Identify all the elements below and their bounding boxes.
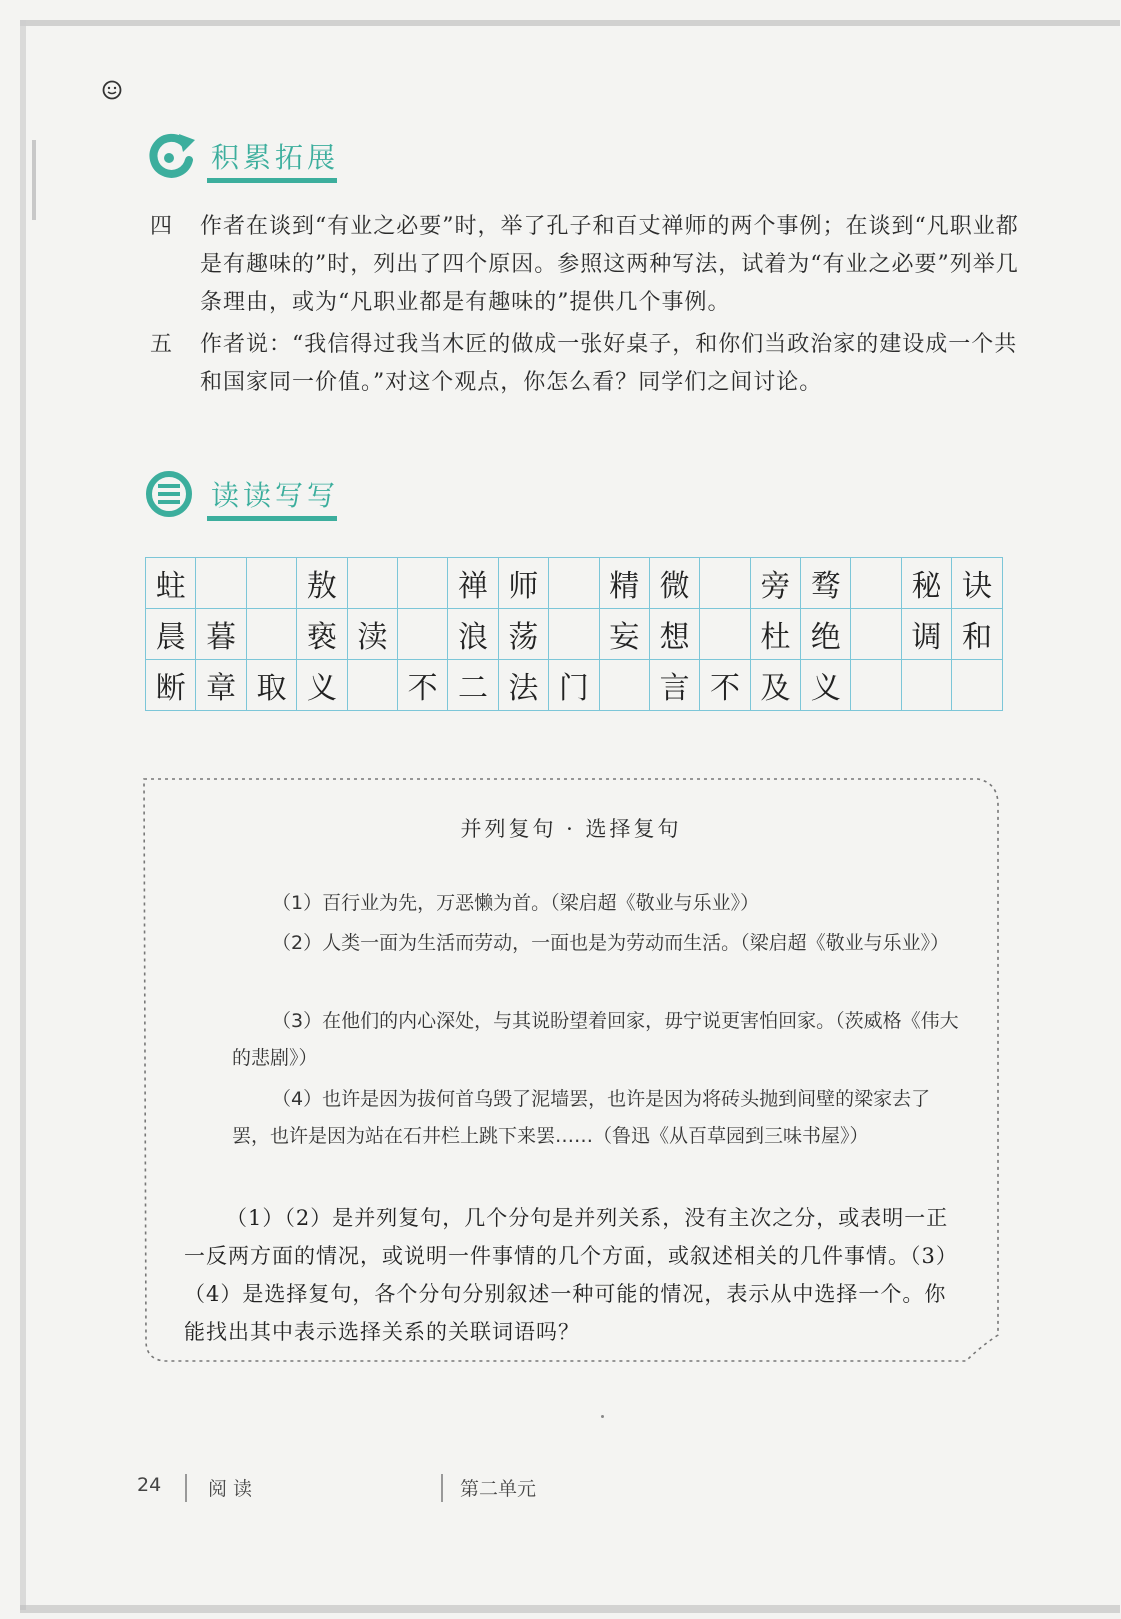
grid-cell: 法: [498, 660, 548, 711]
exercise-item: [150, 208, 1020, 328]
grid-cell: 诀: [952, 558, 1002, 609]
grid-cell: 骛: [801, 558, 851, 609]
stray-dot: [601, 1415, 604, 1418]
grid-cell: 章: [196, 660, 246, 711]
grid-cell: 义: [801, 660, 851, 711]
grammar-note-box: [140, 775, 1002, 1365]
page-edge-bottom: [20, 1605, 1120, 1613]
grid-row: [146, 609, 1003, 660]
title-underline: [207, 178, 337, 183]
grid-cell: [397, 609, 447, 660]
grid-cell: 亵: [297, 609, 347, 660]
grid-cell: 旁: [750, 558, 800, 609]
grid-row: [146, 558, 1003, 609]
grid-cell: [851, 609, 901, 660]
grid-cell: 门: [549, 660, 599, 711]
grid-cell: 取: [246, 660, 296, 711]
grid-cell: 微: [649, 558, 699, 609]
footer-unit: 第二单元: [460, 1478, 537, 1500]
example-sentence: （2）人类一面为生活而劳动，一面也是为劳动而生活。（梁启超《敬业与乐业》）: [272, 932, 950, 954]
title-underline: [207, 516, 337, 521]
grid-cell: 绝: [801, 609, 851, 660]
footer-divider: [185, 1474, 187, 1502]
grid-cell: 晨: [146, 609, 196, 660]
box-title: 并列复句 · 选择复句: [460, 817, 682, 841]
exercise-text: 作者说：“我信得过我当木匠的做成一张好桌子，和你们当政治家的建设成一个共和国家同一价值。”对这个观点，你怎么看？同学们之间讨论。: [200, 332, 1018, 395]
grid-cell: [700, 558, 750, 609]
footer-divider: [441, 1474, 443, 1502]
grid-cell: 想: [649, 609, 699, 660]
page-edge-mark: [32, 140, 36, 220]
grid-cell: [246, 609, 296, 660]
exercise-item: [150, 326, 1020, 406]
grid-cell: 二: [448, 660, 498, 711]
grid-cell: [599, 660, 649, 711]
grid-cell: 断: [146, 660, 196, 711]
grid-cell: 杜: [750, 609, 800, 660]
page-number: 24: [137, 1474, 162, 1496]
section-title: 积累拓展: [211, 141, 340, 174]
grid-cell: 师: [498, 558, 548, 609]
vocabulary-grid: [145, 557, 1003, 711]
grid-cell: 精: [599, 558, 649, 609]
refresh-arrow-icon: [145, 130, 197, 182]
grid-cell: 调: [901, 609, 951, 660]
grid-cell: 不: [700, 660, 750, 711]
example-sentence: （1）百行业为先，万恶懒为首。（梁启超《敬业与乐业》）: [272, 892, 760, 914]
footer-section: 阅 读: [208, 1478, 253, 1500]
grid-cell: 妄: [599, 609, 649, 660]
grid-cell: 义: [297, 660, 347, 711]
page-edge-left: [20, 20, 26, 1610]
page-edge-top: [20, 20, 1120, 26]
grid-cell: [347, 660, 397, 711]
grid-cell: 敖: [297, 558, 347, 609]
grammar-explanation: （1）（2）是并列复句，几个分句是并列关系，没有主次之分，或表明一正一反两方面的情况，或说明一件事情的几个方面，或叙述相关的几件事情。（3）（4）是选择复句，各个分句分别叙述一种可能的情况，表示从中选择一个。你能找出其中表示选择关系的关联词语吗？: [184, 1206, 958, 1344]
grid-cell: [952, 660, 1002, 711]
grid-cell: 渎: [347, 609, 397, 660]
grid-cell: 及: [750, 660, 800, 711]
grid-cell: [196, 558, 246, 609]
grid-cell: 言: [649, 660, 699, 711]
grid-cell: 和: [952, 609, 1002, 660]
grid-cell: 荡: [498, 609, 548, 660]
exercise-text: 作者在谈到“有业之必要”时，举了孔子和百丈禅师的两个事例；在谈到“凡职业都是有趣味的”时，列出了四个原因。参照这两种写法，试着为“有业之必要”列举几条理由，或为“凡职业都是有趣味的”提供几个事例。: [200, 214, 1019, 315]
grid-cell: [901, 660, 951, 711]
smiley-face-icon: [102, 80, 122, 100]
grid-cell: [347, 558, 397, 609]
grid-cell: [549, 558, 599, 609]
grid-cell: [246, 558, 296, 609]
grid-cell: [700, 609, 750, 660]
exercise-number: 四: [150, 214, 174, 239]
grid-cell: 浪: [448, 609, 498, 660]
example-sentence: （4）也许是因为拔何首乌毁了泥墙罢，也许是因为将砖头抛到间壁的梁家去了罢，也许是因为站在石井栏上跳下来罢……（鲁迅《从百草园到三味书屋》）: [232, 1088, 931, 1147]
grid-cell: 不: [397, 660, 447, 711]
grid-cell: 禅: [448, 558, 498, 609]
grid-cell: [549, 609, 599, 660]
section-header-accumulate: [145, 130, 405, 190]
grid-cell: 秘: [901, 558, 951, 609]
exercise-number: 五: [150, 332, 174, 357]
grid-cell: 蛀: [146, 558, 196, 609]
grid-cell: [851, 558, 901, 609]
list-lines-icon: [145, 468, 197, 520]
section-header-read-write: [145, 468, 405, 528]
grid-cell: [397, 558, 447, 609]
example-sentence: （3）在他们的内心深处，与其说盼望着回家，毋宁说更害怕回家。（茨威格《伟大的悲剧》）: [232, 1010, 959, 1069]
section-title: 读读写写: [211, 479, 340, 512]
grid-cell: 暮: [196, 609, 246, 660]
grid-cell: [851, 660, 901, 711]
grid-row: [146, 660, 1003, 711]
